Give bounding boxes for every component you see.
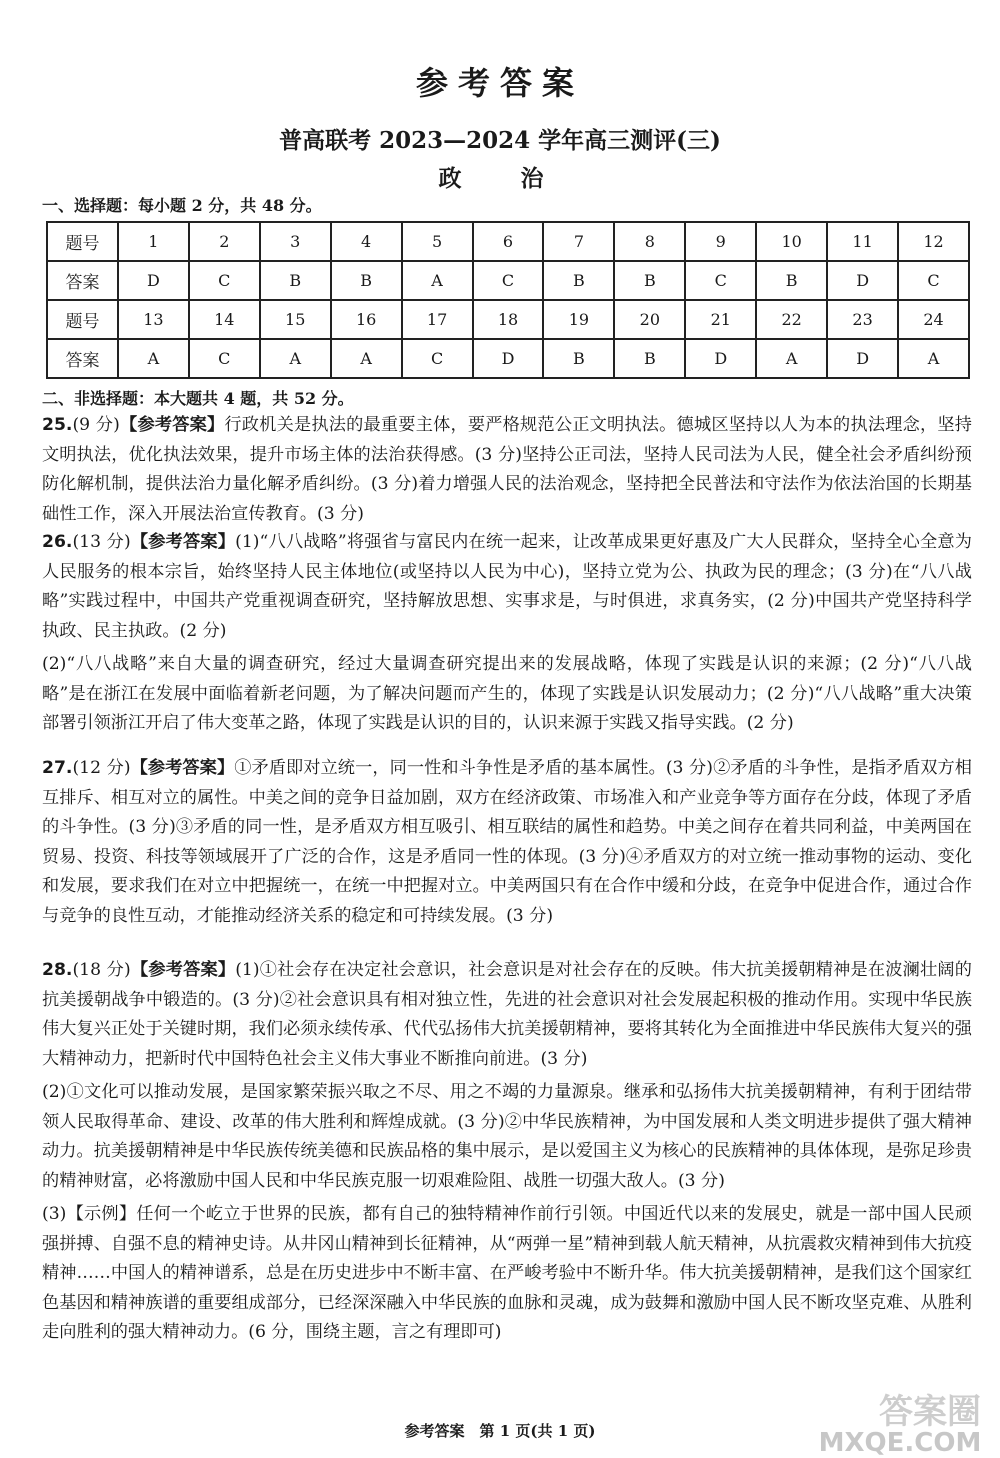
question-number: 27. (42, 758, 73, 778)
question-27-answer (42, 754, 972, 931)
question-number: 24 (898, 300, 969, 339)
subject-title: 政 治 (438, 165, 562, 192)
answer-cell: C (473, 261, 544, 300)
question-number: 13 (118, 300, 189, 339)
watermark-logo (780, 1375, 990, 1455)
answer-text: (1)“八八战略”将强省与富民内在统一起来，让改革成果更好惠及广大人民群众，坚持全心全意为人民服务的根本宗旨，始终坚持人民主体地位(或坚持以人民为中心)，坚持立党为公、执政为民的理念；(3 分)在“八八战略”实践过程中，中国共产党重视调查研究，坚持解放思想、实事求是，与时俱进，求真务实，(2 分)中国共产党坚持科学执政、民主执政。(2 分) (42, 532, 972, 641)
answer-cell: B (614, 261, 685, 300)
answer-cell: C (189, 339, 260, 378)
answer-cell: D (827, 261, 898, 300)
answer-text: ①矛盾即对立统一，同一性和斗争性是矛盾的基本属性。(3 分)②矛盾的斗争性，是指矛盾双方相互排斥、相互对立的属性。中美之间的竞争日益加剧，双方在经济政策、市场准入和产业竞争等方面存在分歧，体现了矛盾的斗争性。(3 分)③矛盾的同一性，是矛盾双方相互吸引、相互联结的属性和趋势。中美之间存在着共同利益，中美两国在贸易、投资、科技等领域展开了广泛的合作，这是矛盾同一性的体现。(3 分)④矛盾双方的对立统一推动事物的运动、变化和发展，要求我们在对立中把握统一，在统一中把握对立。中美两国只有在合作中缓和分歧，在竞争中促进合作，通过合作与竞争的良性互动，才能推动经济关系的稳定和可持续发展。(3 分) (42, 758, 972, 926)
answer-cell: B (614, 339, 685, 378)
question-number: 9 (685, 222, 756, 261)
page-footer: 参考答案 第 1 页(共 1 页) (404, 1422, 596, 1440)
answer-tag: 【参考答案】 (130, 758, 235, 778)
table-row-answers-1 (47, 261, 969, 300)
question-number: 15 (260, 300, 331, 339)
answer-cell: B (756, 261, 827, 300)
question-number: 2 (189, 222, 260, 261)
answer-cell: A (118, 339, 189, 378)
answer-tag: 【参考答案】 (119, 415, 225, 435)
page-title: 参考答案 (415, 64, 584, 102)
question-number: 26. (42, 532, 73, 552)
question-number: 28. (42, 960, 73, 980)
answer-paragraph: (3)【示例】任何一个屹立于世界的民族，都有自己的独特精神作前行引领。中国近代以来的发展史，就是一部中国人民顽强拼搏、自强不息的精神史诗。从井冈山精神到长征精神，从“两弹一星”精神到载人航天精神，从抗震救灾精神到伟大抗疫精神……中国人的精神谱系，总是在历史进步中不断丰富、在严峻考验中不断升华。伟大抗美援朝精神，是我们这个国家红色基因和精神族谱的重要组成部分，已经深深融入中华民族的血脉和灵魂，成为鼓舞和激励中国人民不断攻坚克难、从胜利走向胜利的强大精神动力。(6 分，围绕主题，言之有理即可) (42, 1204, 972, 1342)
question-number: 3 (260, 222, 331, 261)
answer-cell: C (685, 261, 756, 300)
answer-paragraph: (2)“八八战略”来自大量的调查研究，经过大量调查研究提出来的发展战略，体现了实践是认识的来源；(2 分)“八八战略”是在浙江在发展中面临着新老问题，为了解决问题而产生的，体现了实践是认识发展动力；(2 分)“八八战略”重大决策部署引领浙江开启了伟大变革之路，体现了实践是认识的目的，认识来源于实践又指导实践。(2 分) (42, 654, 972, 733)
answer-cell: C (898, 261, 969, 300)
question-number: 5 (402, 222, 473, 261)
answer-cell: B (543, 261, 614, 300)
answer-cell: D (685, 339, 756, 378)
question-number: 21 (685, 300, 756, 339)
question-25-answer (42, 411, 972, 529)
row-label: 答案 (47, 339, 118, 378)
section-1-heading: 一、选择题：每小题 2 分，共 48 分。 (42, 196, 322, 215)
table-row-answers-2 (47, 339, 969, 378)
question-number: 12 (898, 222, 969, 261)
answer-cell: B (543, 339, 614, 378)
answer-cell: A (898, 339, 969, 378)
question-score: (18 分) (72, 960, 131, 980)
exam-subtitle: 普高联考 2023—2024 学年高三测评(三) (279, 127, 721, 154)
answer-cell: D (118, 261, 189, 300)
answer-tag: 【参考答案】 (130, 960, 236, 980)
answer-cell: A (402, 261, 473, 300)
question-number: 1 (118, 222, 189, 261)
row-label: 答案 (47, 261, 118, 300)
question-number: 6 (473, 222, 544, 261)
watermark-top-text: 答案圈 (879, 1392, 981, 1432)
question-26-answer (42, 528, 972, 739)
table-row-numbers-1 (47, 222, 969, 261)
watermark-bottom-text: MXQE.COM (818, 1428, 982, 1455)
question-number: 25. (42, 415, 73, 435)
question-score: (13 分) (72, 532, 131, 552)
answer-cell: D (473, 339, 544, 378)
question-number: 10 (756, 222, 827, 261)
question-score: (9 分) (72, 415, 120, 435)
answer-cell: D (827, 339, 898, 378)
question-number: 4 (331, 222, 402, 261)
section-2-heading: 二、非选择题：本大题共 4 题，共 52 分。 (42, 389, 354, 408)
question-number: 11 (827, 222, 898, 261)
question-number: 19 (543, 300, 614, 339)
answer-text: (1)①社会存在决定社会意识，社会意识是对社会存在的反映。伟大抗美援朝精神是在波澜壮阔的抗美援朝战争中锻造的。(3 分)②社会意识具有相对独立性，先进的社会意识对社会发展起积极的推动作用。实现中华民族伟大复兴正处于关键时期，我们必须永续传承、代代弘扬伟大抗美援朝精神，要将其转化为全面推进中华民族伟大复兴的强大精神动力，把新时代中国特色社会主义伟大事业不断推向前进。(3 分) (42, 960, 972, 1069)
question-number: 18 (473, 300, 544, 339)
row-label: 题号 (47, 300, 118, 339)
answer-cell: C (402, 339, 473, 378)
answer-table (46, 221, 970, 379)
answer-cell: A (756, 339, 827, 378)
question-number: 7 (543, 222, 614, 261)
answer-paragraph: (2)①文化可以推动发展，是国家繁荣振兴取之不尽、用之不竭的力量源泉。继承和弘扬伟大抗美援朝精神，有利于团结带领人民取得革命、建设、改革的伟大胜利和辉煌成就。(3 分)②中华民族精神，为中国发展和人类文明进步提供了强大精神动力。抗美援朝精神是中华民族传统美德和民族品格的集中展示，是以爱国主义为核心的民族精神的具体体现，是弥足珍贵的精神财富，必将激励中国人民和中华民族克服一切艰难险阻、战胜一切强大敌人。(3 分) (42, 1082, 972, 1191)
answer-cell: B (331, 261, 402, 300)
question-number: 22 (756, 300, 827, 339)
question-number: 14 (189, 300, 260, 339)
question-score: (12 分) (72, 758, 131, 778)
question-number: 17 (402, 300, 473, 339)
question-number: 8 (614, 222, 685, 261)
answer-cell: B (260, 261, 331, 300)
answer-tag: 【参考答案】 (130, 532, 236, 552)
question-number: 16 (331, 300, 402, 339)
answer-cell: A (331, 339, 402, 378)
table-row-numbers-2 (47, 300, 969, 339)
row-label: 题号 (47, 222, 118, 261)
question-number: 23 (827, 300, 898, 339)
answer-text: 行政机关是执法的最重要主体，要严格规范公正文明执法。德城区坚持以人为本的执法理念，坚持文明执法，优化执法效果，提升市场主体的法治获得感。(3 分)坚持公正司法，坚持人民司法为人民，健全社会矛盾纠纷预防化解机制，提供法治力量化解矛盾纠纷。(3 分)着力增强人民的法治观念，坚持把全民普法和守法作为依法治国的长期基础性工作，深入开展法治宣传教育。(3 分) (42, 415, 972, 524)
answer-cell: A (260, 339, 331, 378)
question-number: 20 (614, 300, 685, 339)
answer-cell: C (189, 261, 260, 300)
question-28-answer (42, 956, 972, 1348)
